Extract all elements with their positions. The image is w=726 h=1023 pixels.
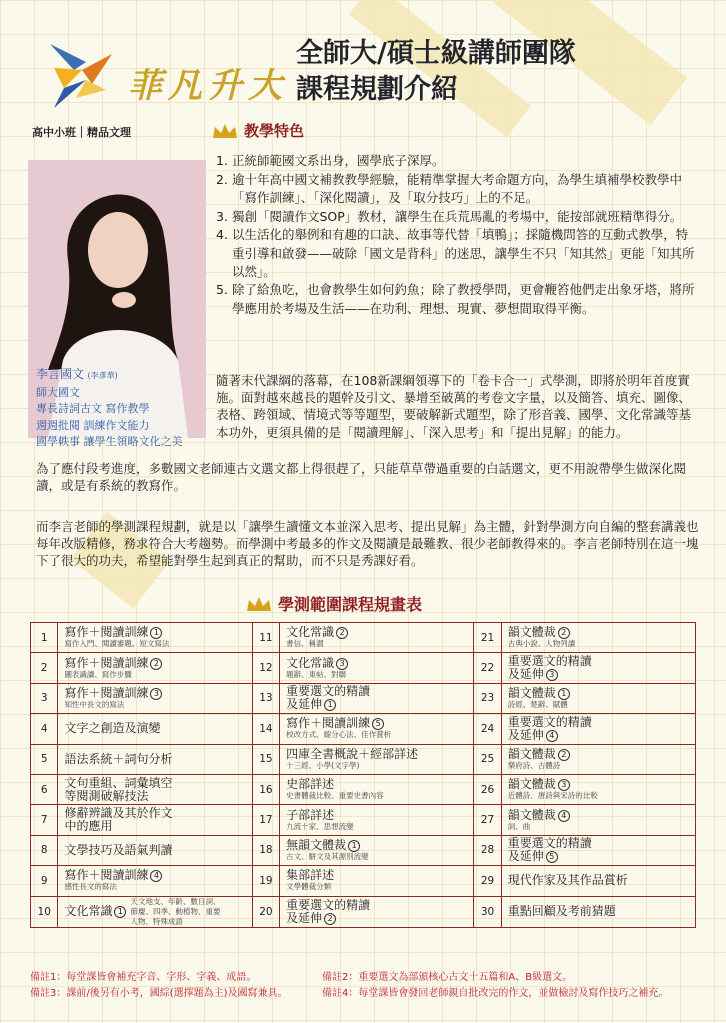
course-subtitle: 感性長文的寫法 xyxy=(64,882,117,892)
paragraph-intro: 隨著末代課綱的落幕，在108新課綱領導下的「卷卡合一」式學測，即將於明年首度實施。面對越來越長的題幹及引文、暴增至破萬的考卷文字量，以及簡答、填充、圖像、表格、跨領域、情境式等等題型，要破解新式題型，除了形音義、國學、文化常識等基本功外，更須具備的是「閱讀理解」、「深入思考」和「提出見解」的能力。 xyxy=(216,373,692,440)
course-subtitle: 十三經、小學(文字學) xyxy=(286,760,360,770)
teacher-info xyxy=(36,366,183,451)
course-subtitle: 寫作入門、閱讀審題、短文寫法 xyxy=(64,639,170,649)
course-part-badge: 2 xyxy=(558,749,570,761)
course-title: 寫作＋閱讀訓練 xyxy=(64,868,149,883)
table-row xyxy=(31,805,696,835)
course-topic xyxy=(280,835,474,865)
course-title: 語法系統＋詞句分析 xyxy=(64,751,173,766)
course-subtitle: 知性中長文的寫法 xyxy=(64,699,125,709)
table-row xyxy=(31,623,696,653)
course-schedule-table xyxy=(30,622,696,928)
course-part-badge: 1 xyxy=(114,906,126,918)
table-row xyxy=(31,683,696,713)
course-title: 重要選文的精讀 及延伸 xyxy=(286,897,371,925)
course-subtitle: 校改方式、縮分心法、佳作賞析 xyxy=(286,730,392,740)
course-topic xyxy=(280,896,474,927)
course-topic xyxy=(58,623,252,653)
note-4: 備註4：每堂課皆會發回老師親自批改完的作文，並做檢討及寫作技巧之補充。 xyxy=(322,988,669,999)
list-item: 3. 獨創「閱讀作文SOP」教材，讓學生在兵荒馬亂的考場中，能按部就班精準得分。 xyxy=(216,208,683,224)
table-row xyxy=(31,896,696,927)
course-part-badge: 1 xyxy=(150,627,162,639)
course-part-badge: 2 xyxy=(324,913,336,925)
course-topic xyxy=(58,866,252,896)
table-row xyxy=(31,866,696,896)
schedule-heading-text: 學測範圍課程規畫表 xyxy=(278,595,423,614)
table-row xyxy=(31,653,696,683)
note-2: 備註2：重要選文為部頒核心古文十五篇和A、B級選文。 xyxy=(322,972,573,983)
course-topic xyxy=(58,683,252,713)
course-title: 重要選文的精讀 及延伸 xyxy=(507,654,592,682)
course-subtitle: 古文、駢文及其源別流變 xyxy=(286,851,369,861)
course-title: 韻文體裁 xyxy=(507,746,556,761)
title-line-2: 課程規劃介紹 xyxy=(296,74,458,105)
paragraph-3: 而李言老師的學測課程規劃，就是以「讓學生讀懂文本並深入思考、提出見解」為主體，針對學測方向自編的整套講義也每年改版精修，務求符合大考趨勢。而學測中考最多的作文及閱讀是最難教、很少老師教得來的。李言老師特別在這一塊下了很大的功夫，希望能對學生起到真正的幫助，而不只是秀課好看。 xyxy=(36,519,699,569)
course-number: 17 xyxy=(252,805,279,835)
features-heading-text: 教學特色 xyxy=(244,122,305,140)
crown-icon xyxy=(246,596,272,612)
course-topic xyxy=(280,866,474,896)
course-subtitle: 詞、曲 xyxy=(507,821,531,831)
course-part-badge: 4 xyxy=(546,730,558,742)
course-title: 重點回顧及考前猜題 xyxy=(507,904,616,919)
course-part-badge: 3 xyxy=(150,688,162,700)
course-number: 23 xyxy=(474,683,501,713)
paragraph-2: 為了應付段考進度，多數國文老師連古文選文都上得很趕了，只能草草帶過重要的白話選文，更不用說帶學生做深化閱讀，或是有系統的教寫作。 xyxy=(36,461,687,494)
course-title: 韻文體裁 xyxy=(507,625,556,640)
course-subtitle: 九流十家、思想流變 xyxy=(286,821,354,831)
course-number: 29 xyxy=(474,866,501,896)
course-topic xyxy=(58,744,252,774)
course-number: 20 xyxy=(252,896,279,927)
course-title: 重要選文的精讀 及延伸 xyxy=(286,684,371,712)
course-title: 韻文體裁 xyxy=(507,685,556,700)
course-title: 修辭辨識及其於作文 中的應用 xyxy=(64,806,173,834)
course-title: 四庫全書概說＋經部詳述 xyxy=(286,746,419,761)
brand-logo-icon xyxy=(46,40,116,112)
course-number: 26 xyxy=(474,774,501,804)
title-line-1: 全師大/碩士級講師團隊 xyxy=(296,38,576,69)
course-title: 文化常識 1 xyxy=(64,905,126,918)
course-title: 文句重組、詞彙填空 等閱測破解技法 xyxy=(64,775,173,803)
course-part-badge: 4 xyxy=(558,810,570,822)
course-topic xyxy=(501,805,695,835)
course-subtitle: 文學體裁分類 xyxy=(286,882,332,892)
course-number: 21 xyxy=(474,623,501,653)
table-row xyxy=(31,714,696,744)
course-part-badge: 2 xyxy=(558,627,570,639)
course-part-badge: 5 xyxy=(372,718,384,730)
course-number: 13 xyxy=(252,683,279,713)
course-topic xyxy=(501,683,695,713)
course-number: 5 xyxy=(31,744,58,774)
course-title: 寫作＋閱讀訓練 xyxy=(64,625,149,640)
course-title: 現代作家及其作品賞析 xyxy=(507,873,628,888)
course-number: 28 xyxy=(474,835,501,865)
list-item: 5. 除了給魚吃，也會教學生如何釣魚；除了教授學問，更會鞭笞他們走出象牙塔，將所學應用於考場及生活——在功利、理想、現實、夢想間取得平衡。 xyxy=(216,282,695,316)
course-topic xyxy=(501,744,695,774)
course-part-badge: 1 xyxy=(324,699,336,711)
course-part-badge: 1 xyxy=(348,840,360,852)
course-subtitle: 題辭、東帖、對聯 xyxy=(286,669,347,679)
course-number: 8 xyxy=(31,835,58,865)
course-number: 27 xyxy=(474,805,501,835)
note-1: 備註1：每堂課皆會補充字音、字形、字義、成語。 xyxy=(30,972,257,983)
course-topic xyxy=(280,744,474,774)
course-topic xyxy=(501,835,695,865)
course-topic xyxy=(501,774,695,804)
course-subtitle: 天文地支、年齡、數目詞、 節慶、四季、動植物、重要 人物、特殊成語 xyxy=(130,896,221,926)
course-title: 文化常識 xyxy=(286,655,335,670)
course-topic xyxy=(501,714,695,744)
course-number: 30 xyxy=(474,896,501,927)
course-topic xyxy=(280,683,474,713)
table-row xyxy=(31,774,696,804)
course-topic xyxy=(501,623,695,653)
course-topic xyxy=(58,774,252,804)
course-subtitle: 詩經、楚辭、賦體 xyxy=(507,699,568,709)
course-number: 11 xyxy=(252,623,279,653)
course-number: 15 xyxy=(252,744,279,774)
course-title: 韻文體裁 xyxy=(507,807,556,822)
course-part-badge: 3 xyxy=(546,669,558,681)
course-number: 18 xyxy=(252,835,279,865)
course-subtitle: 圖表識讀、寫作步驟 xyxy=(64,669,132,679)
course-subtitle: 近體詩、唐詩與宋詩的比較 xyxy=(507,791,598,801)
course-topic xyxy=(501,653,695,683)
course-part-badge: 3 xyxy=(336,658,348,670)
teacher-line: 週週批閱 訓練作文能力 xyxy=(36,418,150,432)
course-topic xyxy=(58,714,252,744)
course-topic xyxy=(280,805,474,835)
course-part-badge: 1 xyxy=(558,688,570,700)
course-number: 6 xyxy=(31,774,58,804)
course-part-badge: 5 xyxy=(546,851,558,863)
table-row xyxy=(31,835,696,865)
course-number: 16 xyxy=(252,774,279,804)
list-item: 2. 逾十年高中國文補教教學經驗，能精準掌握大考命題方向，為學生填補學校教學中「寫作訓練」、「深化閱讀」，及「取分技巧」上的不足。 xyxy=(216,171,683,205)
course-topic xyxy=(501,896,695,927)
course-number: 19 xyxy=(252,866,279,896)
course-title: 寫作＋閱讀訓練 xyxy=(286,716,371,731)
course-number: 2 xyxy=(31,653,58,683)
course-part-badge: 2 xyxy=(336,627,348,639)
course-topic xyxy=(58,896,252,927)
schedule-heading xyxy=(246,592,422,615)
list-item: 4. 以生活化的舉例和有趣的口訣、故事等代替「填鴨」；採隨機問答的互動式教學，特重引導和啟發——破除「國文是背科」的迷思，讓學生不只「知其然」更能「知其所以然」。 xyxy=(216,227,695,279)
course-number: 10 xyxy=(31,896,58,927)
course-number: 3 xyxy=(31,683,58,713)
course-title: 文字之創造及演變 xyxy=(64,721,161,736)
list-item: 1. 正統師範國文系出身，國學底子深厚。 xyxy=(216,153,445,168)
course-subtitle: 古典小說、人物列讀 xyxy=(507,639,576,649)
features-list xyxy=(216,152,700,318)
teacher-line: 專長詩詞古文 寫作教學 xyxy=(36,402,150,415)
course-subtitle: 史書體裁比較、重要史書內容 xyxy=(286,791,384,801)
course-title: 集部詳述 xyxy=(286,868,335,883)
teacher-line: 國學軼事 讓學生領略文化之美 xyxy=(36,435,183,448)
course-title: 韻文體裁 xyxy=(507,777,556,792)
course-title: 無韻文體裁 xyxy=(286,837,347,852)
table-row xyxy=(31,744,696,774)
course-number: 9 xyxy=(31,866,58,896)
course-topic xyxy=(280,623,474,653)
course-number: 1 xyxy=(31,623,58,653)
course-topic xyxy=(280,774,474,804)
course-topic xyxy=(58,653,252,683)
course-title: 重要選文的精讀 及延伸 xyxy=(507,836,592,864)
course-topic xyxy=(58,835,252,865)
crown-icon xyxy=(212,123,238,139)
course-title: 子部詳述 xyxy=(286,807,335,822)
note-3: 備註3：課前/後另有小考，國綜(選擇題為主)及國寫兼具。 xyxy=(30,988,288,999)
teacher-name: 李言國文 xyxy=(36,367,85,381)
course-part-badge: 2 xyxy=(150,658,162,670)
course-number: 4 xyxy=(31,714,58,744)
brand-name: 菲凡升大 xyxy=(128,66,288,106)
course-number: 22 xyxy=(474,653,501,683)
course-title: 史部詳述 xyxy=(286,777,335,792)
teacher-alias: (李彥華) xyxy=(87,371,118,380)
course-part-badge: 4 xyxy=(150,870,162,882)
course-title: 重要選文的精讀 及延伸 xyxy=(507,714,592,742)
course-title: 寫作＋閱讀訓練 xyxy=(64,685,149,700)
course-number: 7 xyxy=(31,805,58,835)
course-number: 25 xyxy=(474,744,501,774)
course-title: 文化常識 xyxy=(286,625,335,640)
course-subtitle: 書信、稱謂 xyxy=(286,639,324,649)
course-number: 24 xyxy=(474,714,501,744)
course-title: 寫作＋閱讀訓練 xyxy=(64,655,149,670)
course-part-badge: 3 xyxy=(558,779,570,791)
features-heading xyxy=(212,120,304,141)
course-topic xyxy=(501,866,695,896)
course-topic xyxy=(280,653,474,683)
course-topic xyxy=(58,805,252,835)
course-subtitle: 樂府詩、古體詩 xyxy=(507,760,561,770)
course-topic xyxy=(280,714,474,744)
teacher-line: 師大國文 xyxy=(36,385,80,399)
brand-tagline: 高中小班｜精品文理 xyxy=(32,126,131,139)
course-title: 文學技巧及語氣判讀 xyxy=(64,842,173,857)
course-number: 12 xyxy=(252,653,279,683)
course-number: 14 xyxy=(252,714,279,744)
page-title xyxy=(296,36,576,108)
